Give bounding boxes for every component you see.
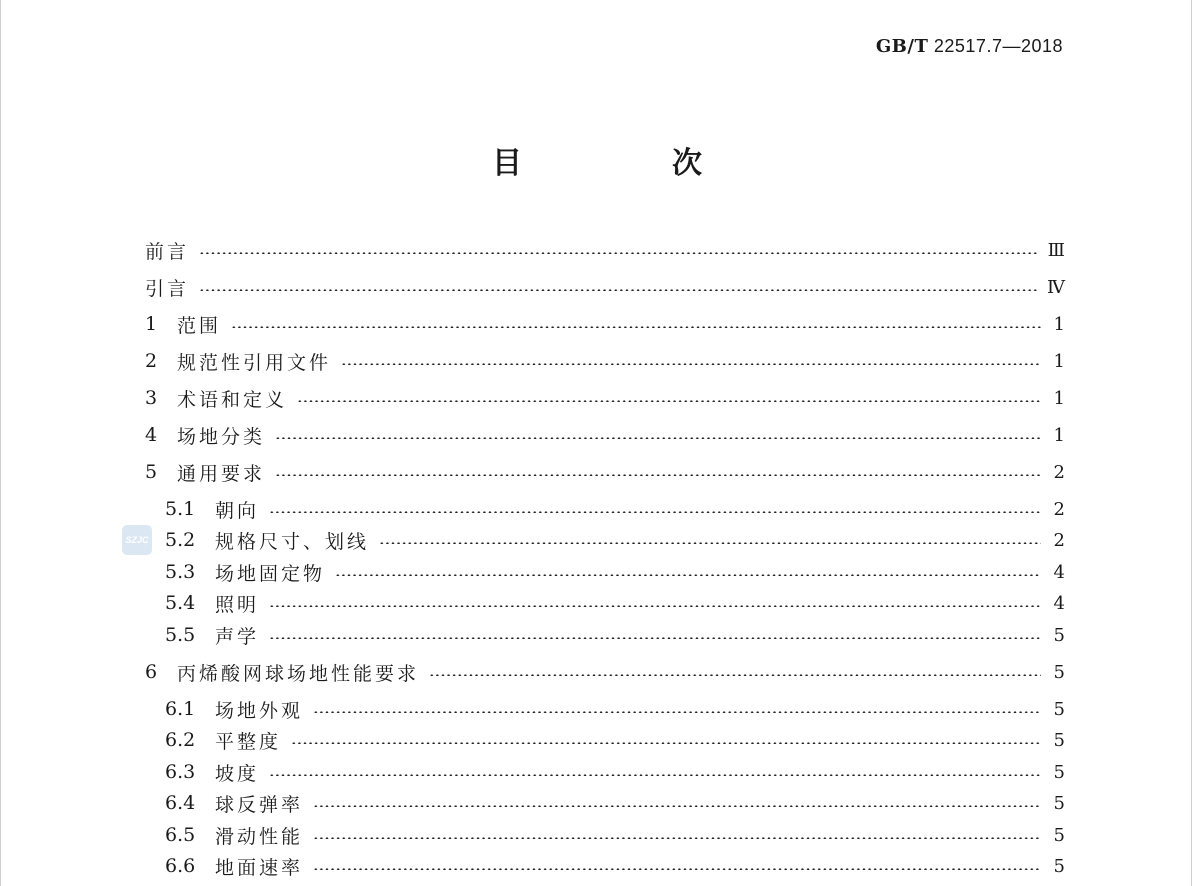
toc-entry-page-number: 5 — [1053, 624, 1065, 646]
dot-leader — [313, 868, 1041, 870]
toc-entry-label: 球反弹率 — [215, 793, 304, 816]
toc-entry-number: 1 — [145, 313, 158, 335]
dot-leader — [313, 837, 1041, 839]
toc-entry-number: 6.1 — [165, 698, 196, 720]
dot-leader — [275, 474, 1041, 476]
toc-entry-label: 前言 — [145, 240, 190, 263]
toc-entry-number: 3 — [145, 387, 158, 409]
dot-leader — [429, 674, 1041, 676]
dot-leader — [269, 774, 1041, 776]
page-title: 目 次 — [492, 146, 762, 181]
toc-entry-label: 规范性引用文件 — [177, 351, 332, 374]
toc-entry-label: 照明 — [215, 593, 260, 616]
toc-entry-page-number: 5 — [1053, 761, 1065, 783]
toc-entry-page-number: 5 — [1053, 855, 1065, 877]
toc-entry-page-number: 5 — [1053, 698, 1065, 720]
toc-entry-label: 通用要求 — [177, 462, 266, 485]
toc-entry[interactable] — [165, 525, 1065, 555]
dot-leader — [269, 605, 1041, 607]
toc-entry-page-number: 1 — [1053, 313, 1065, 335]
toc-entry-label: 场地外观 — [215, 699, 304, 722]
toc-entry[interactable] — [165, 494, 1065, 524]
toc-entry-label: 引言 — [145, 277, 190, 300]
standard-number: 22517.7—2018 — [933, 36, 1063, 56]
toc-entry-number: 5 — [145, 461, 158, 483]
toc-entry[interactable] — [145, 420, 1065, 450]
standard-prefix: GB/T — [875, 36, 929, 57]
toc-entry-label: 丙烯酸网球场地性能要求 — [177, 662, 420, 685]
toc-entry-number: 6 — [145, 661, 158, 683]
toc-entry[interactable] — [165, 620, 1065, 650]
toc-entry[interactable] — [145, 235, 1065, 265]
toc-entry[interactable] — [165, 694, 1065, 724]
toc-entry-number: 6.3 — [165, 761, 196, 783]
dot-leader — [335, 574, 1041, 576]
toc-entry[interactable] — [165, 820, 1065, 850]
dot-leader — [297, 400, 1041, 402]
toc-entry-label: 平整度 — [215, 730, 282, 753]
toc-entry-label: 术语和定义 — [177, 388, 288, 411]
toc-entry-page-number: Ⅳ — [1047, 276, 1065, 298]
toc-entry-page-number: 1 — [1053, 387, 1065, 409]
toc-entry[interactable] — [145, 657, 1065, 687]
toc-entry[interactable] — [165, 788, 1065, 818]
watermark-logo: SZJC — [122, 525, 152, 555]
toc-entry-label: 地面速率 — [215, 856, 304, 879]
toc-entry-page-number: 1 — [1053, 350, 1065, 372]
toc-entry-number: 5.5 — [165, 624, 196, 646]
dot-leader — [269, 637, 1041, 639]
toc-entry-page-number: 4 — [1053, 561, 1065, 583]
dot-leader — [199, 252, 1038, 254]
toc-entry-label: 朝向 — [215, 499, 260, 522]
dot-leader — [199, 289, 1037, 291]
toc-entry[interactable] — [145, 309, 1065, 339]
toc-entry[interactable] — [145, 457, 1065, 487]
toc-entry-page-number: 5 — [1053, 729, 1065, 751]
toc-entry-page-number: 2 — [1053, 498, 1065, 520]
dot-leader — [269, 511, 1041, 513]
toc-entry[interactable] — [165, 725, 1065, 755]
toc-entry-page-number: 5 — [1053, 661, 1065, 683]
toc-entry-number: 5.2 — [165, 529, 196, 551]
dot-leader — [341, 363, 1041, 365]
dot-leader — [379, 542, 1041, 544]
dot-leader — [313, 711, 1041, 713]
toc-entry-number: 5.1 — [165, 498, 196, 520]
toc-entry-number: 6.2 — [165, 729, 196, 751]
toc-entry-label: 滑动性能 — [215, 825, 304, 848]
toc-entry-page-number: 2 — [1053, 461, 1065, 483]
toc-entry-label: 声学 — [215, 625, 260, 648]
standard-code — [876, 36, 1063, 57]
toc-entry-page-number: 2 — [1053, 529, 1065, 551]
toc-entry-number: 4 — [145, 424, 158, 446]
toc-entry-label: 场地固定物 — [215, 562, 326, 585]
toc-entry-number: 6.6 — [165, 855, 196, 877]
toc-entry[interactable] — [145, 383, 1065, 413]
toc-entry[interactable] — [165, 557, 1065, 587]
toc-entry-number: 5.3 — [165, 561, 196, 583]
toc-entry-label: 范围 — [177, 314, 222, 337]
dot-leader — [313, 805, 1041, 807]
toc-entry[interactable] — [145, 346, 1065, 376]
dot-leader — [291, 742, 1041, 744]
toc-entry-number: 6.4 — [165, 792, 196, 814]
toc-entry-page-number: 5 — [1053, 792, 1065, 814]
toc-entry[interactable] — [165, 757, 1065, 787]
toc-entry-label: 坡度 — [215, 762, 260, 785]
toc-entry-page-number: 1 — [1053, 424, 1065, 446]
toc-entry-page-number: Ⅲ — [1047, 239, 1065, 261]
toc-entry-number: 5.4 — [165, 592, 196, 614]
toc-entry-page-number: 5 — [1053, 824, 1065, 846]
dot-leader — [275, 437, 1041, 439]
dot-leader — [231, 326, 1041, 328]
toc-entry-page-number: 4 — [1053, 592, 1065, 614]
toc-entry[interactable] — [145, 272, 1065, 302]
toc-entry[interactable] — [165, 851, 1065, 881]
toc-entry-number: 2 — [145, 350, 158, 372]
toc-entry[interactable] — [165, 588, 1065, 618]
toc-entry-number: 6.5 — [165, 824, 196, 846]
toc-entry-label: 规格尺寸、划线 — [215, 530, 370, 553]
toc-entry-label: 场地分类 — [177, 425, 266, 448]
